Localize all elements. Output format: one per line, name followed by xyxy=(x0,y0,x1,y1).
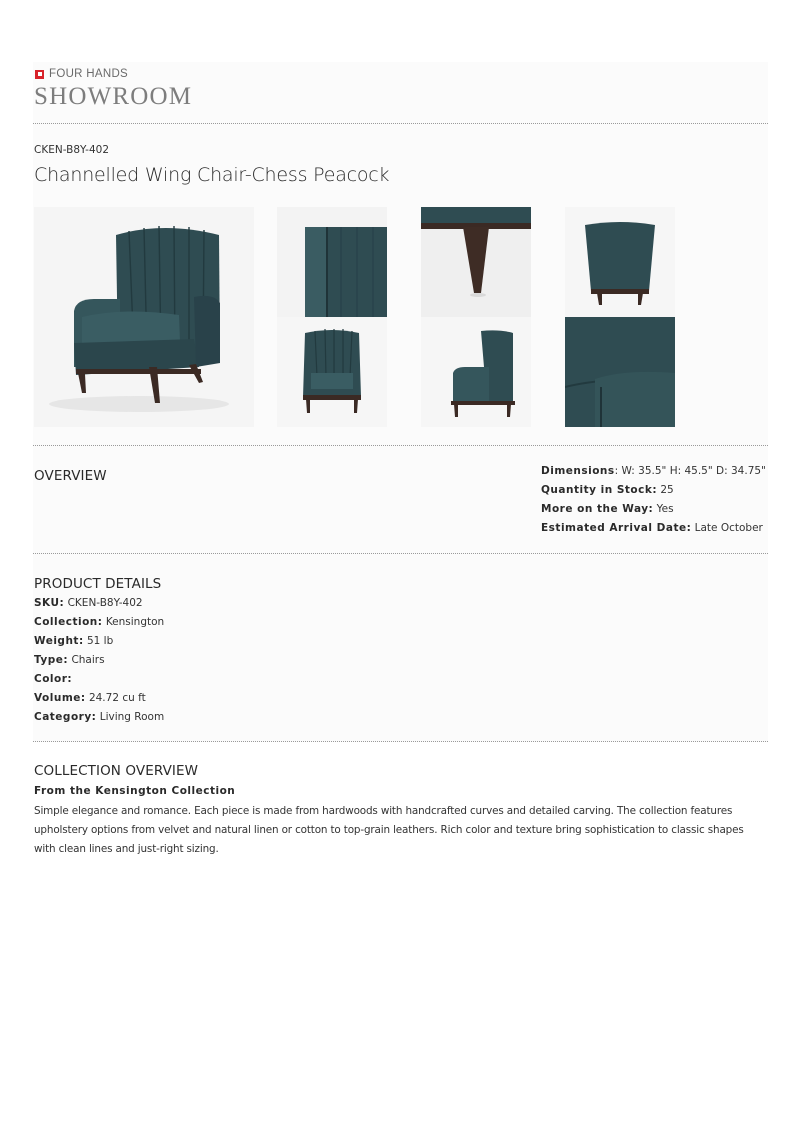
overview-heading: OVERVIEW xyxy=(34,468,107,484)
collection-overview-heading: COLLECTION OVERVIEW xyxy=(34,763,199,779)
spec-value: Late October xyxy=(691,522,763,534)
divider xyxy=(33,123,768,124)
overview-specs xyxy=(541,462,766,538)
spec-dimensions xyxy=(541,462,766,481)
collection-subheading: From the Kensington Collection xyxy=(34,785,236,797)
product-sku-code: CKEN-B8Y-402 xyxy=(34,144,110,156)
spec-label: Quantity in Stock: xyxy=(541,484,658,496)
spec-value: Yes xyxy=(653,503,674,515)
spec-separator: : xyxy=(614,465,619,477)
product-title: Channelled Wing Chair-Chess Peacock xyxy=(34,164,390,186)
detail-value: CKEN-B8Y-402 xyxy=(64,597,143,609)
detail-value: Kensington xyxy=(102,616,165,628)
product-photo-back-detail[interactable] xyxy=(277,207,387,317)
detail-row xyxy=(34,651,434,670)
product-photo-front[interactable] xyxy=(277,317,387,427)
brand-mark-icon xyxy=(35,70,44,79)
detail-row xyxy=(34,594,434,613)
product-photo-side[interactable] xyxy=(421,317,531,427)
product-photo-leg-detail[interactable] xyxy=(421,207,531,317)
main-product-photo[interactable] xyxy=(34,207,254,427)
spec-label: Dimensions xyxy=(541,465,615,477)
product-details-heading: PRODUCT DETAILS xyxy=(34,576,162,592)
detail-label: Collection: xyxy=(34,616,103,628)
detail-value: 24.72 cu ft xyxy=(85,692,146,704)
collection-description: Simple elegance and romance. Each piece is made from hardwoods with handcrafted curves and detailed carving. The collection features upholstery options from velvet and natural linen or cotton to top-grain leathers. Rich color and texture bring sophistication to classic shapes with clean lines and just-right sizing. xyxy=(34,805,744,855)
detail-label: Type: xyxy=(34,654,69,666)
divider xyxy=(33,741,768,742)
detail-value: Chairs xyxy=(68,654,105,666)
detail-row xyxy=(34,613,434,632)
detail-label: Volume: xyxy=(34,692,86,704)
divider xyxy=(33,445,768,446)
detail-row xyxy=(34,689,434,708)
detail-label: SKU: xyxy=(34,597,65,609)
detail-label: Weight: xyxy=(34,635,84,647)
brand-logo xyxy=(35,68,128,80)
detail-row xyxy=(34,632,434,651)
detail-value: 51 lb xyxy=(83,635,114,647)
spec-value: 25 xyxy=(657,484,674,496)
product-photo-fabric-detail[interactable] xyxy=(565,317,675,427)
detail-value: Living Room xyxy=(96,711,165,723)
product-details-list xyxy=(34,594,434,727)
product-photo-back[interactable] xyxy=(565,207,675,317)
detail-label: Color: xyxy=(34,673,73,685)
brand-small-label: FOUR HANDS xyxy=(49,68,129,80)
spec-arrival-date xyxy=(541,519,766,538)
detail-row xyxy=(34,708,434,727)
detail-label: Category: xyxy=(34,711,97,723)
spec-label: More on the Way: xyxy=(541,503,654,515)
spec-quantity xyxy=(541,481,766,500)
spec-label: Estimated Arrival Date: xyxy=(541,522,692,534)
brand-name: SHOWROOM xyxy=(34,83,193,110)
detail-row xyxy=(34,670,434,689)
divider xyxy=(33,553,768,554)
spec-more-on-way xyxy=(541,500,766,519)
spec-value: W: 35.5" H: 45.5" D: 34.75" xyxy=(618,465,766,477)
